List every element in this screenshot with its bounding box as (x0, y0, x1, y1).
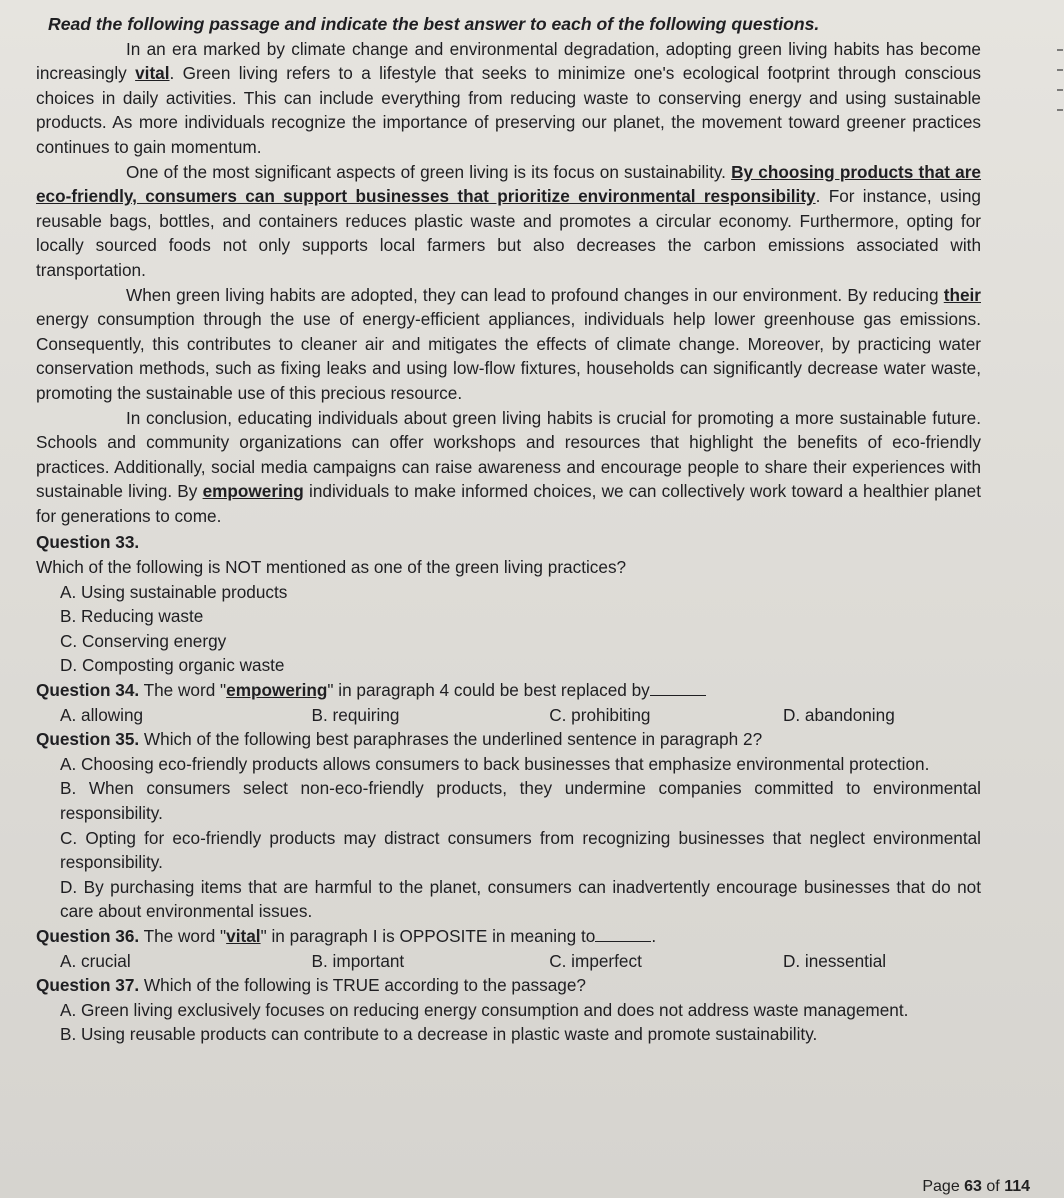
document-content (36, 12, 981, 1047)
q35-option-a[interactable]: A. Choosing eco-friendly products allows consumers to back businesses that emphasize environmental protection. (60, 753, 930, 774)
q37-option-a[interactable]: A. Green living exclusively focuses on reducing energy consumption and does not address waste management. (60, 999, 909, 1020)
underlined-word-their: their (943, 284, 981, 305)
q36-option-b[interactable]: B. important (311, 950, 405, 971)
q34-option-c[interactable]: C. prohibiting (549, 704, 651, 725)
passage-paragraph-4: In conclusion, educating individuals about green living habits is crucial for promoting a more sustainable future. Schools and community organizations can offer workshops and resources that highlight the benefits of eco-friendly practices. Additionally, social media campaigns can raise awareness and encourage people to share their experiences with sustainable living. By empowering individuals to make informed choices, we can collectively work toward a healthier planet for generations to come. (36, 407, 981, 526)
q34-options (60, 703, 981, 728)
question-34-stem: Question 34. The word "empowering" in paragraph 4 could be best replaced by (36, 678, 981, 703)
page-number: Page 63 of 114 (922, 1178, 1030, 1195)
q35-option-d[interactable]: D. By purchasing items that are harmful to the planet, consumers can inadvertently encourage businesses that do not care about environmental issues. (60, 876, 981, 922)
q33-option-c[interactable]: C. Conserving energy (60, 630, 227, 651)
passage-paragraph-2: One of the most significant aspects of green living is its focus on sustainability. By choosing products that are eco-friendly, consumers can support businesses that prioritize environmental responsibility. For instance, using reusable bags, bottles, and containers reduces plastic waste and promotes a circular economy. Furthermore, opting for locally sourced foods not only supports local farmers but also decreases the carbon emissions associated with transportation. (36, 161, 981, 280)
q36-options (60, 949, 981, 974)
q37-option-b[interactable]: B. Using reusable products can contribute to a decrease in plastic waste and promote sustainability. (60, 1024, 818, 1045)
answer-blank (650, 681, 706, 696)
q34-option-b[interactable]: B. requiring (311, 704, 400, 725)
q36-option-c[interactable]: C. imperfect (549, 950, 642, 971)
q34-option-a[interactable]: A. allowing (60, 704, 144, 725)
q35-option-b[interactable]: B. When consumers select non-eco-friendly products, they undermine companies committed to environmental responsibility. (60, 778, 981, 823)
underlined-sentence: By choosing products that are eco-friendly, consumers can support businesses that prioritize environmental responsibility (36, 161, 981, 207)
underlined-word-empowering: empowering (202, 481, 304, 502)
q34-option-d[interactable]: D. abandoning (782, 704, 895, 725)
underlined-word-vital: vital (135, 63, 170, 84)
binding-marks-icon (1054, 40, 1064, 160)
question-33-stem: Which of the following is NOT mentioned as one of the green living practices? (36, 557, 627, 578)
q33-option-a[interactable]: A. Using sustainable products (60, 581, 288, 602)
passage-paragraph-3: When green living habits are adopted, they can lead to profound changes in our environment. By reducing their energy consumption through the use of energy-efficient appliances, individuals help lower greenhouse gas emissions. Consequently, this contributes to cleaner air and mitigates the effects of climate change. Moreover, by practicing water conservation methods, such as fixing leaks and using low-flow fixtures, households can significantly decrease water waste, promoting the sustainable use of this precious resource. (36, 284, 981, 403)
question-36-stem: Question 36. The word "vital" in paragraph I is OPPOSITE in meaning to . (36, 925, 657, 946)
instruction-heading: Read the following passage and indicate the best answer to each of the following questions. (48, 14, 820, 34)
q35-option-c[interactable]: C. Opting for eco-friendly products may distract consumers from recognizing businesses that neglect environmental responsibility. (60, 827, 981, 873)
q36-option-a[interactable]: A. crucial (60, 950, 131, 971)
question-33-title: Question 33. (36, 532, 140, 553)
q33-option-b[interactable]: B. Reducing waste (60, 606, 204, 627)
question-35-stem: Question 35. Which of the following best paraphrases the underlined sentence in paragraph 2? (36, 729, 763, 750)
q33-option-d[interactable]: D. Composting organic waste (60, 655, 285, 676)
question-37-stem: Question 37. Which of the following is TRUE according to the passage? (36, 975, 586, 996)
q36-option-d[interactable]: D. inessential (782, 950, 887, 971)
answer-blank (595, 927, 651, 942)
passage-paragraph-1: In an era marked by climate change and environmental degradation, adopting green living habits has become increasingly vital. Green living refers to a lifestyle that seeks to minimize one's ecological footprint through conscious choices in daily activities. This can include everything from reducing waste to conserving energy and using sustainable products. As more individuals recognize the importance of preserving our planet, the movement toward greener practices continues to gain momentum. (36, 38, 982, 157)
